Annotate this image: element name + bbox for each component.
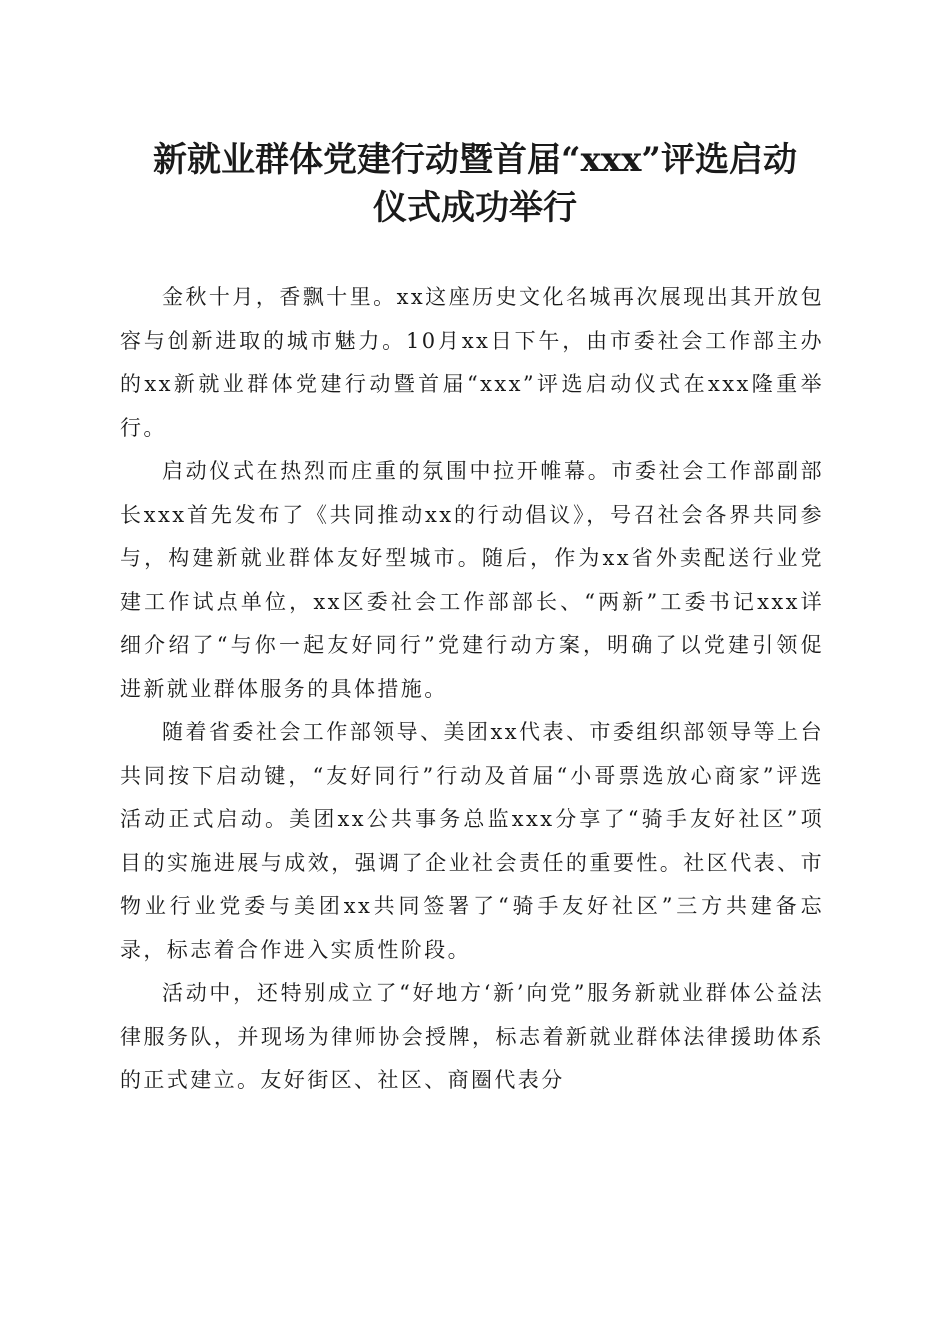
paragraph-3: 随着省委社会工作部领导、美团xx代表、市委组织部领导等上台共同按下启动键，“友好同行”行动及首届“小哥票选放心商家”评选活动正式启动。美团xx公共事务总监xxx分享了“骑手友好社区”项目的实施进展与成效，强调了企业社会责任的重要性。社区代表、市物业行业党委与美团xx共同签署了“骑手友好社区”三方共建备忘录，标志着合作进入实质性阶段。	[120, 720, 824, 962]
document-body	[120, 276, 824, 1103]
paragraph-2: 启动仪式在热烈而庄重的氛围中拉开帷幕。市委社会工作部副部长xxx首先发布了《共同推动xx的行动倡议》，号召社会各界共同参与，构建新就业群体友好型城市。随后，作为xx省外卖配送行业党建工作试点单位，xx区委社会工作部部长、“两新”工委书记xxx详细介绍了“与你一起友好同行”党建行动方案，明确了以党建引领促进新就业群体服务的具体措施。	[120, 459, 824, 701]
paragraph-1: 金秋十月，香飘十里。xx这座历史文化名城再次展现出其开放包容与创新进取的城市魅力。10月xx日下午，由市委社会工作部主办的xx新就业群体党建行动暨首届“xxx”评选启动仪式在xxx隆重举行。	[120, 285, 824, 440]
title-line-2: 仪式成功举行	[373, 188, 577, 228]
title-line-1: 新就业群体党建行动暨首届“xxx”评选启动	[153, 140, 797, 180]
document-title	[100, 136, 850, 232]
paragraph-4: 活动中，还特别成立了“好地方‘新’向党”服务新就业群体公益法律服务队，并现场为律师协会授牌，标志着新就业群体法律援助体系的正式建立。友好街区、社区、商圈代表分	[120, 981, 824, 1092]
